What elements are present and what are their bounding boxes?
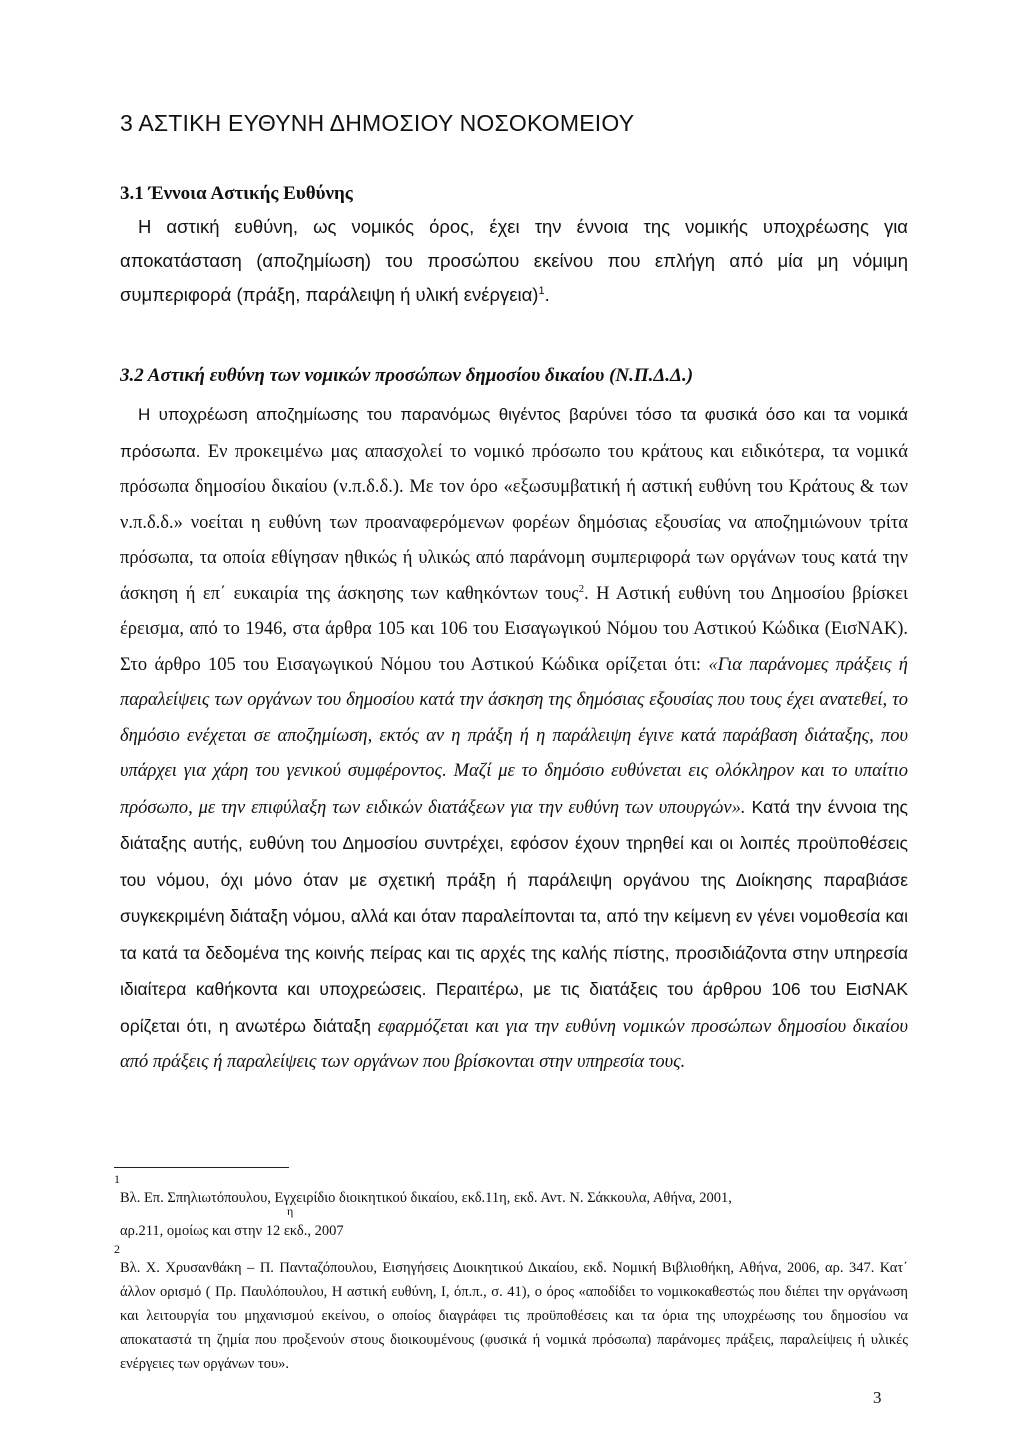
section-3-2-text-b: Εν προκειμένω μας απασχολεί το νομικό πρόσωπο του κράτους και ειδικότερα, τα νομικά πρόσωπα δημοσίου δικαίου (ν.π.δ.δ.). Με τον όρο «εξωσυμβατική ή αστική ευθύνη του Κράτους & των ν.π.δ.δ.» νοείται η ευθύνη των προαναφερόμενων φορέων δημόσιας εξουσίας να αποζημιώνουν τρίτα πρόσωπα, τα οποία εθίγησαν ηθικώς ή υλικώς από παράνομη συμπεριφορά των οργάνων τους κατά την άσκηση ή επ΄ ευκαιρία της άσκησης των καθηκόντων τους — [120, 441, 908, 604]
section-3-1-end: . — [544, 284, 550, 305]
footnote-1-number: 1 — [114, 1172, 120, 1186]
article-105-quote: «Για παράνομες πράξεις ή παραλείψεις των οργάνων του δημοσίου κατά την άσκηση της δημόσιας εξουσίας που τους έχει ανατεθεί, το δημόσιο ενέχεται σε αποζημίωση, εκτός αν η πράξη ή η παράλειψη έγινε κατά παράβαση διάταξης, που υπάρχει για χάρη του γενικού συμφέροντος. Μαζί με το δημόσιο ευθύνεται εις ολόκληρον και το υπαίτιο πρόσωπο, με την επιφύλαξη των ειδικών διατάξεων για την ευθύνη των υπουργών». — [120, 654, 908, 818]
section-3-2-text-c: . Η Αστική ευθύνη του Δημοσίου βρίσκει έρεισμα, από το 1946, στα άρθρα 105 και 106 του Εισαγωγικού Νόμου του Αστικού Κώδικα (ΕισΝΑΚ). Στο άρθρο 105 του Εισαγωγικού Νόμου του Αστικού Κώδικα ορίζεται ότι: — [120, 583, 908, 675]
footnote-2-text: Βλ. Χ. Χρυσανθάκη – Π. Πανταζόπουλου, Εισηγήσεις Διοικητικού Δικαίου, εκδ. Νομική Βιβλιοθήκη, Αθήνα, 2006, αρ. 347. Κατ΄ άλλον ορισμό ( Πρ. Παυλόπουλου, Η αστική ευθύνη, Ι, όπ.π., σ. 41), ο όρος «αποδίδει το νομικοκαθεστώς που διέπει την οργάνωση και λειτουργία του μηχανισμού εκείνου, ο οποίος διαγράφει τις προϋποθέσεις και τα όρια της υποχρέωσης του δημοσίου να αποκαταστά τη ζημία που προξενούν στους διοικουμένους (φυσικά ή νομικά πρόσωπα) παράνομες πράξεις, παραλείψεις ή υλικές ενέργειες των οργάνων του». — [120, 1260, 908, 1372]
section-3-2-paragraph — [120, 397, 908, 1081]
footnote-ref-2: 2 — [578, 582, 585, 595]
section-3-1-paragraph — [120, 210, 908, 312]
section-title-3-2: 3.2 Αστική ευθύνη των νομικών προσώπων δημοσίου δικαίου (Ν.Π.Δ.Δ.) — [120, 365, 694, 386]
section-title-3-1: 3.1 Έννοια Αστικής Ευθύνης — [120, 183, 353, 204]
footnote-ref-1: 1 — [538, 284, 545, 297]
section-3-2-text-a: Η υποχρέωση αποζημίωσης του παρανόμως θιγέντος βαρύνει τόσο τα φυσικά όσο και τα νομικά πρόσωπα. — [120, 405, 908, 461]
footnote-1-superscript: η — [287, 1204, 294, 1218]
footnote-1-line-1: Βλ. Επ. Σπηλιωτόπουλου, Εγχειρίδιο διοικητικού δικαίου, εκδ.11η, εκδ. Αντ. Ν. Σάκκουλα, Αθήνα, 2001, — [120, 1190, 732, 1206]
section-3-1-text: Η αστική ευθύνη, ως νομικός όρος, έχει την έννοια της νομικής υποχρέωσης για αποκατάσταση (αποζημίωση) του προσώπου εκείνου που επλήγη από μία μη νόμιμη συμπεριφορά (πράξη, παράλειψη ή υλική ενέργεια) — [120, 216, 908, 305]
article-106-quote: εφαρμόζεται και για την ευθύνη νομικών προσώπων δημοσίου δικαίου από πράξεις ή παραλείψεις των οργάνων που βρίσκονται στην υπηρεσία τους. — [120, 1016, 908, 1072]
chapter-title: 3 ΑΣΤΙΚΗ ΕΥΘΥΝΗ ΔΗΜΟΣΙΟΥ ΝΟΣΟΚΟΜΕΙΟΥ — [120, 110, 635, 136]
footnote-2-number: 2 — [114, 1242, 120, 1256]
footnote-divider — [114, 1167, 289, 1168]
section-3-2-text-d: Κατά την έννοια της διάταξης αυτής, ευθύνη του Δημοσίου συντρέχει, εφόσον έχουν τηρηθεί και οι λοιπές προϋποθέσεις του νόμου, όχι μόνο όταν με σχετική πράξη ή παράλειψη οργάνου της Διοίκησης παραβιάσε συγκεκριμένη διάταξη νόμου, αλλά και όταν παραλείπονται τα, από την κείμενη εν γένει νομοθεσία και τα κατά τα δεδομένα της κοινής πείρας και τις αρχές της καλής πίστης, προσιδιάζοντα στην υπηρεσία ιδιαίτερα καθήκοντα και υποχρεώσεις. Περαιτέρω, με τις διατάξεις του άρθρου 106 του ΕισΝΑΚ ορίζεται ότι, η ανωτέρω διάταξη — [120, 796, 908, 1036]
footnote-1-line-2: αρ.211, ομοίως και στην 12 εκδ., 2007 — [120, 1223, 344, 1239]
page-number: 3 — [873, 1388, 882, 1407]
